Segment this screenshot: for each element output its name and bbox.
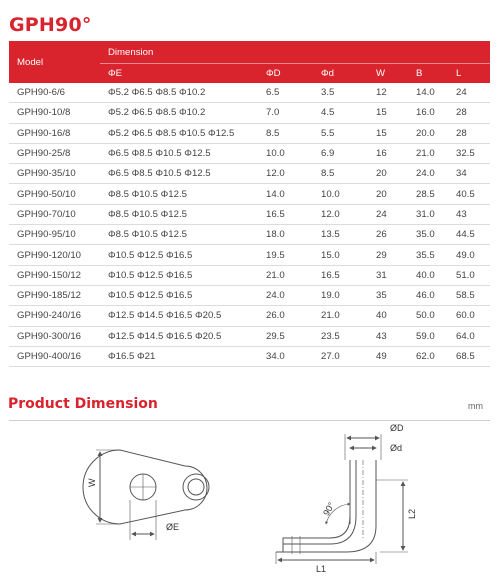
table-cell: 49 bbox=[368, 346, 408, 366]
table-cell: 31.0 bbox=[408, 204, 448, 224]
table-cell: 8.5 bbox=[258, 123, 313, 143]
table-cell: Φ16.5 Φ21 bbox=[100, 346, 258, 366]
table-row bbox=[9, 83, 490, 103]
model-cell: GPH90-70/10 bbox=[9, 204, 100, 224]
table-row bbox=[9, 184, 490, 204]
table-cell: Φ12.5 Φ14.5 Φ16.5 Φ20.5 bbox=[100, 306, 258, 326]
table-cell: 34.0 bbox=[258, 346, 313, 366]
table-cell: 68.5 bbox=[448, 346, 490, 366]
l2-label: L2 bbox=[407, 508, 417, 519]
dimension-group-header: Dimension bbox=[100, 41, 490, 64]
table-cell: 50.0 bbox=[408, 306, 448, 326]
table-cell: 8.5 bbox=[313, 164, 368, 184]
column-header: L bbox=[448, 64, 490, 84]
model-column-header: Model bbox=[9, 41, 100, 83]
top-view-lug bbox=[83, 450, 209, 540]
table-cell: 14.0 bbox=[408, 83, 448, 103]
table-row bbox=[9, 285, 490, 305]
table-cell: 19.0 bbox=[313, 285, 368, 305]
table-cell: Φ8.5 Φ10.5 Φ12.5 bbox=[100, 225, 258, 245]
table-cell: 60.0 bbox=[448, 306, 490, 326]
table-cell: 12 bbox=[368, 83, 408, 103]
column-header: W bbox=[368, 64, 408, 84]
model-cell: GPH90-95/10 bbox=[9, 225, 100, 245]
table-cell: 18.0 bbox=[258, 225, 313, 245]
od-small-label: Ød bbox=[390, 443, 403, 453]
table-row bbox=[9, 225, 490, 245]
model-cell: GPH90-120/10 bbox=[9, 245, 100, 265]
model-cell: GPH90-240/16 bbox=[9, 306, 100, 326]
table-cell: 46.0 bbox=[408, 285, 448, 305]
table-cell: 44.5 bbox=[448, 225, 490, 245]
column-header: Φd bbox=[313, 64, 368, 84]
model-cell: GPH90-400/16 bbox=[9, 346, 100, 366]
table-cell: 16 bbox=[368, 143, 408, 163]
model-cell: GPH90-25/8 bbox=[9, 143, 100, 163]
table-cell: 51.0 bbox=[448, 265, 490, 285]
table-cell: 28.5 bbox=[408, 184, 448, 204]
table-cell: 12.0 bbox=[313, 204, 368, 224]
table-cell: 29 bbox=[368, 245, 408, 265]
table-cell: 40.5 bbox=[448, 184, 490, 204]
table-cell: 64.0 bbox=[448, 326, 490, 346]
model-cell: GPH90-16/8 bbox=[9, 123, 100, 143]
table-cell: 20 bbox=[368, 184, 408, 204]
table-cell: 15 bbox=[368, 123, 408, 143]
table-cell: 24 bbox=[368, 204, 408, 224]
table-cell: 24.0 bbox=[258, 285, 313, 305]
table-cell: 49.0 bbox=[448, 245, 490, 265]
table-cell: Φ10.5 Φ12.5 Φ16.5 bbox=[100, 265, 258, 285]
table-cell: Φ12.5 Φ14.5 Φ16.5 Φ20.5 bbox=[100, 326, 258, 346]
table-row bbox=[9, 265, 490, 285]
table-cell: 10.0 bbox=[313, 184, 368, 204]
table-cell: 28 bbox=[448, 103, 490, 123]
table-row bbox=[9, 326, 490, 346]
table-cell: 24 bbox=[448, 83, 490, 103]
table-row bbox=[9, 204, 490, 224]
dimension-table bbox=[9, 41, 490, 367]
page-title: GPH90° bbox=[9, 14, 92, 36]
table-cell: 21.0 bbox=[313, 306, 368, 326]
table-row bbox=[9, 123, 490, 143]
table-cell: Φ10.5 Φ12.5 Φ16.5 bbox=[100, 245, 258, 265]
table-cell: 31 bbox=[368, 265, 408, 285]
table-cell: Φ5.2 Φ6.5 Φ8.5 Φ10.2 bbox=[100, 83, 258, 103]
table-cell: 34 bbox=[448, 164, 490, 184]
table-cell: 6.9 bbox=[313, 143, 368, 163]
barrel-inner-circle bbox=[188, 479, 204, 495]
table-cell: 58.5 bbox=[448, 285, 490, 305]
table-cell: Φ6.5 Φ8.5 Φ10.5 Φ12.5 bbox=[100, 164, 258, 184]
table-cell: 7.0 bbox=[258, 103, 313, 123]
table-cell: 40.0 bbox=[408, 265, 448, 285]
model-cell: GPH90-50/10 bbox=[9, 184, 100, 204]
unit-label: mm bbox=[468, 401, 483, 411]
model-cell: GPH90-185/12 bbox=[9, 285, 100, 305]
bent-plate-outline bbox=[283, 460, 356, 544]
od-big-label: ØD bbox=[390, 423, 404, 433]
table-cell: 40 bbox=[368, 306, 408, 326]
model-cell: GPH90-10/8 bbox=[9, 103, 100, 123]
column-header: ΦD bbox=[258, 64, 313, 84]
table-cell: Φ5.2 Φ6.5 Φ8.5 Φ10.5 Φ12.5 bbox=[100, 123, 258, 143]
table-row bbox=[9, 346, 490, 366]
table-cell: 5.5 bbox=[313, 123, 368, 143]
table-cell: Φ10.5 Φ12.5 Φ16.5 bbox=[100, 285, 258, 305]
table-cell: Φ8.5 Φ10.5 Φ12.5 bbox=[100, 204, 258, 224]
table-cell: 35.5 bbox=[408, 245, 448, 265]
table-cell: 35 bbox=[368, 285, 408, 305]
table-cell: 16.0 bbox=[408, 103, 448, 123]
table-row bbox=[9, 245, 490, 265]
barrel-outer-circle bbox=[183, 474, 209, 500]
column-header: ΦE bbox=[100, 64, 258, 84]
table-row bbox=[9, 164, 490, 184]
table-cell: 16.5 bbox=[313, 265, 368, 285]
table-cell: 29.5 bbox=[258, 326, 313, 346]
table-cell: 15 bbox=[368, 103, 408, 123]
table-cell: 4.5 bbox=[313, 103, 368, 123]
table-cell: 43 bbox=[368, 326, 408, 346]
table-cell: 59.0 bbox=[408, 326, 448, 346]
table-cell: 32.5 bbox=[448, 143, 490, 163]
table-cell: 24.0 bbox=[408, 164, 448, 184]
table-cell: 3.5 bbox=[313, 83, 368, 103]
table-cell: Φ8.5 Φ10.5 Φ12.5 bbox=[100, 184, 258, 204]
section-title: Product Dimension bbox=[8, 396, 158, 412]
table-cell: 6.5 bbox=[258, 83, 313, 103]
angle-label: 90° bbox=[321, 500, 337, 518]
table-cell: 21.0 bbox=[408, 143, 448, 163]
table-cell: 27.0 bbox=[313, 346, 368, 366]
table-cell: 20.0 bbox=[408, 123, 448, 143]
product-dimension-drawing bbox=[0, 420, 500, 584]
model-cell: GPH90-300/16 bbox=[9, 326, 100, 346]
table-cell: 62.0 bbox=[408, 346, 448, 366]
table-cell: 13.5 bbox=[313, 225, 368, 245]
table-cell: 21.0 bbox=[258, 265, 313, 285]
table-cell: 20 bbox=[368, 164, 408, 184]
table-cell: 14.0 bbox=[258, 184, 313, 204]
table-cell: 26.0 bbox=[258, 306, 313, 326]
table-cell: 16.5 bbox=[258, 204, 313, 224]
table-cell: 26 bbox=[368, 225, 408, 245]
column-header: B bbox=[408, 64, 448, 84]
table-cell: 35.0 bbox=[408, 225, 448, 245]
table-cell: 28 bbox=[448, 123, 490, 143]
oe-label: ØE bbox=[166, 522, 180, 532]
table-cell: 23.5 bbox=[313, 326, 368, 346]
table-cell: Φ6.5 Φ8.5 Φ10.5 Φ12.5 bbox=[100, 143, 258, 163]
l1-label: L1 bbox=[316, 564, 327, 574]
model-cell: GPH90-35/10 bbox=[9, 164, 100, 184]
table-row bbox=[9, 103, 490, 123]
w-label: W bbox=[87, 478, 97, 487]
table-row bbox=[9, 306, 490, 326]
table-cell: 12.0 bbox=[258, 164, 313, 184]
table-cell: 43 bbox=[448, 204, 490, 224]
table-cell: 19.5 bbox=[258, 245, 313, 265]
table-cell: Φ5.2 Φ6.5 Φ8.5 Φ10.2 bbox=[100, 103, 258, 123]
model-cell: GPH90-150/12 bbox=[9, 265, 100, 285]
table-cell: 15.0 bbox=[313, 245, 368, 265]
model-cell: GPH90-6/6 bbox=[9, 83, 100, 103]
table-row bbox=[9, 143, 490, 163]
table-cell: 10.0 bbox=[258, 143, 313, 163]
side-view-lug bbox=[276, 434, 408, 564]
